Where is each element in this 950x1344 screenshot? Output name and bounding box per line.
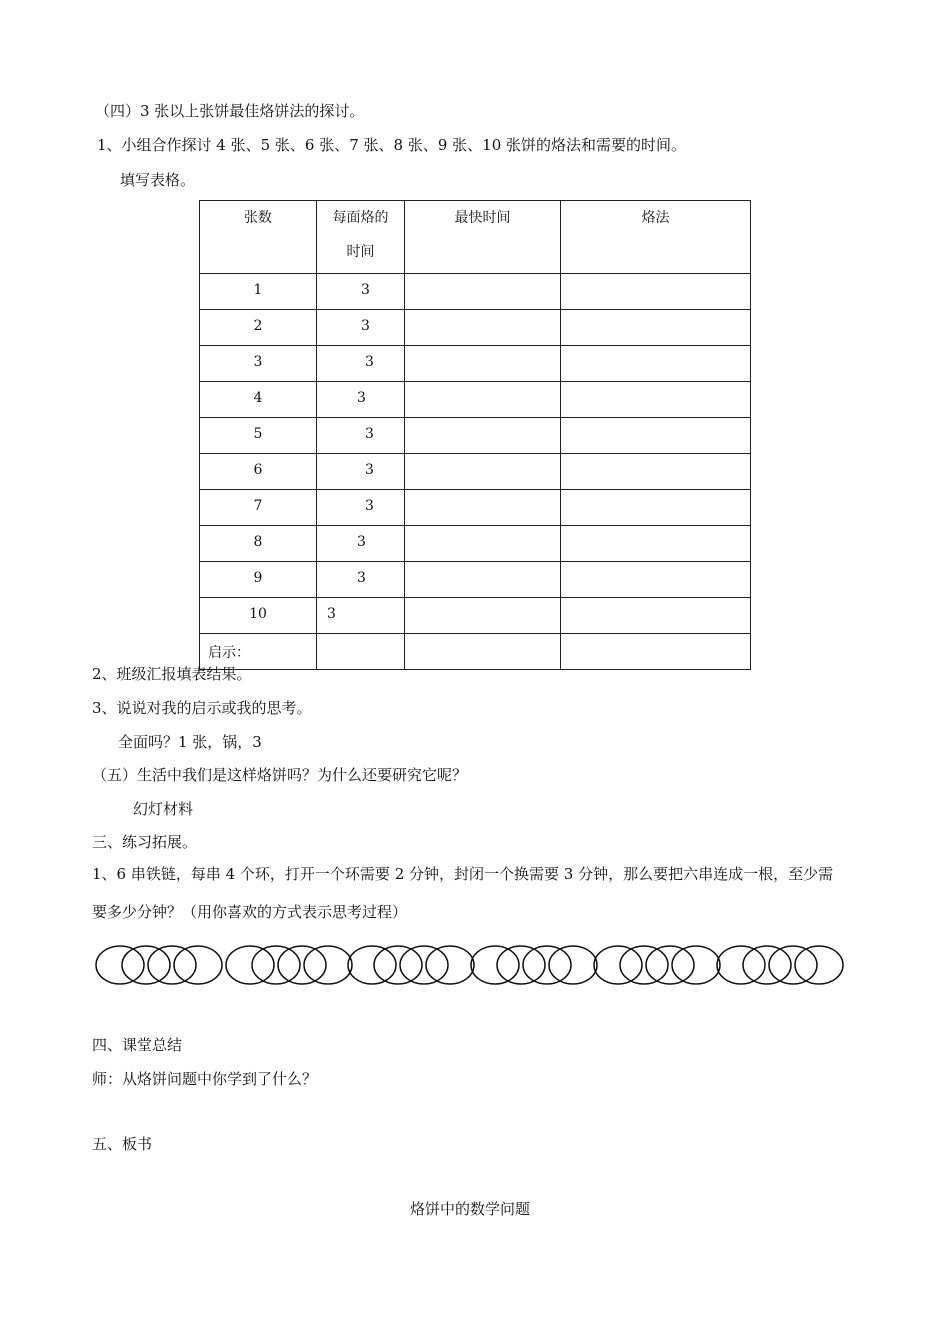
chain-ring — [594, 946, 642, 984]
chain-ring — [174, 946, 222, 984]
header-fastest-time: 最快时间 — [454, 210, 511, 226]
cell-method — [561, 418, 750, 426]
chain-ring — [471, 946, 519, 984]
teacher-question: 师：从烙饼问题中你学到了什么？ — [92, 1070, 318, 1088]
cell-each-time: 3 — [365, 462, 374, 478]
cell-method — [561, 382, 750, 390]
chain-ring — [717, 946, 765, 984]
table-row — [200, 526, 751, 562]
table-row — [200, 598, 751, 634]
part3-title: 三、练习拓展。 — [92, 833, 198, 851]
cell-fastest — [405, 274, 560, 282]
cell-fastest — [405, 526, 560, 534]
table-header-row — [200, 201, 751, 274]
cell-each-time: 3 — [365, 426, 374, 442]
table-row — [200, 454, 751, 490]
chain-ring — [226, 946, 274, 984]
chain-ring — [646, 946, 694, 984]
pancake-table — [199, 200, 751, 670]
table-row — [200, 274, 751, 310]
item-1: 1、小组合作探讨 4 张、5 张、6 张、7 张、8 张、9 张、10 张饼的烙法和需要的时间。 — [97, 136, 687, 154]
table-row — [200, 418, 751, 454]
chain-4 — [471, 946, 597, 984]
cell-count: 1 — [253, 282, 263, 298]
cell-method — [561, 526, 750, 534]
fill-table-label: 填写表格。 — [120, 171, 196, 189]
chain-ring — [743, 946, 791, 984]
section4-title: （四）3 张以上张饼最佳烙饼法的探讨。 — [95, 102, 365, 120]
cell-fastest — [405, 310, 560, 318]
chain-ring — [304, 946, 352, 984]
cell-count: 2 — [253, 318, 263, 334]
table-row — [200, 310, 751, 346]
chain-3 — [348, 946, 474, 984]
cell-count: 3 — [253, 354, 263, 370]
section5-title: （五）生活中我们是这样烙饼吗？为什么还要研究它呢？ — [92, 766, 468, 784]
header-each-time: 每面烙的 时间 — [332, 210, 389, 260]
cell-each-time: 3 — [361, 282, 370, 298]
chain-ring — [374, 946, 422, 984]
cell-each-time: 3 — [327, 606, 336, 622]
cell-count: 6 — [253, 462, 263, 478]
chain-5 — [594, 946, 720, 984]
cell-method — [561, 274, 750, 282]
chain-ring — [523, 946, 571, 984]
cell-each-time: 3 — [357, 390, 366, 406]
chain-ring — [620, 946, 668, 984]
chain-ring — [252, 946, 300, 984]
cell-count: 4 — [253, 390, 263, 406]
hint-label: 启示： — [208, 645, 250, 661]
chain-ring — [348, 946, 396, 984]
cell-each-time: 3 — [357, 570, 366, 586]
table-row — [200, 382, 751, 418]
table-hint-row — [200, 634, 751, 670]
table-row — [200, 346, 751, 382]
chain-ring — [549, 946, 597, 984]
cell-fastest — [405, 562, 560, 570]
exercise-line-1: 1、6 串铁链，每串 4 个环，打开一个环需要 2 分钟，封闭一个换需要 3 分钟，那么要把六串连成一根，至少需 — [92, 865, 834, 883]
chain-ring — [672, 946, 720, 984]
cell-count: 10 — [249, 606, 267, 622]
table-row — [200, 562, 751, 598]
chain-ring — [769, 946, 817, 984]
cell-fastest — [405, 598, 560, 606]
cell-each-time: 3 — [361, 318, 370, 334]
cell-fastest — [405, 418, 560, 426]
cell-fastest — [405, 454, 560, 462]
cell-count: 8 — [253, 534, 263, 550]
chain-1 — [96, 946, 222, 984]
cell-fastest — [405, 382, 560, 390]
cell-count: 5 — [253, 426, 263, 442]
slides-label: 幻灯材料 — [133, 800, 194, 818]
cell-fastest — [405, 346, 560, 354]
exercise-line-2: 要多少分钟？（用你喜欢的方式表示思考过程） — [92, 903, 408, 921]
part4-title: 四、课堂总结 — [92, 1036, 183, 1054]
chain-ring — [426, 946, 474, 984]
item-2: 2、班级汇报填表结果。 — [92, 665, 252, 683]
item-3: 3、说说对我的启示或我的思考。 — [92, 699, 312, 717]
chain-ring — [400, 946, 448, 984]
cell-method — [561, 490, 750, 498]
chain-rings-figure — [95, 938, 855, 994]
item-3-note: 全面吗？1 张，锅，3 — [118, 733, 262, 751]
chain-ring — [278, 946, 326, 984]
cell-each-time: 3 — [357, 534, 366, 550]
cell-method — [561, 346, 750, 354]
chain-ring — [148, 946, 196, 984]
chain-ring — [96, 946, 144, 984]
part5-title: 五、板书 — [92, 1135, 153, 1153]
table-row — [200, 490, 751, 526]
cell-count: 7 — [253, 498, 263, 514]
chain-2 — [226, 946, 352, 984]
cell-method — [561, 598, 750, 606]
chain-ring — [122, 946, 170, 984]
cell-fastest — [405, 490, 560, 498]
cell-each-time: 3 — [365, 354, 374, 370]
chain-6 — [717, 946, 843, 984]
board-title: 烙饼中的数学问题 — [410, 1200, 531, 1218]
header-method: 烙法 — [641, 210, 670, 226]
header-count: 张数 — [244, 210, 272, 226]
cell-method — [561, 454, 750, 462]
chain-ring — [497, 946, 545, 984]
cell-count: 9 — [253, 570, 263, 586]
chain-ring — [795, 946, 843, 984]
cell-each-time: 3 — [365, 498, 374, 514]
cell-method — [561, 562, 750, 570]
cell-method — [561, 310, 750, 318]
